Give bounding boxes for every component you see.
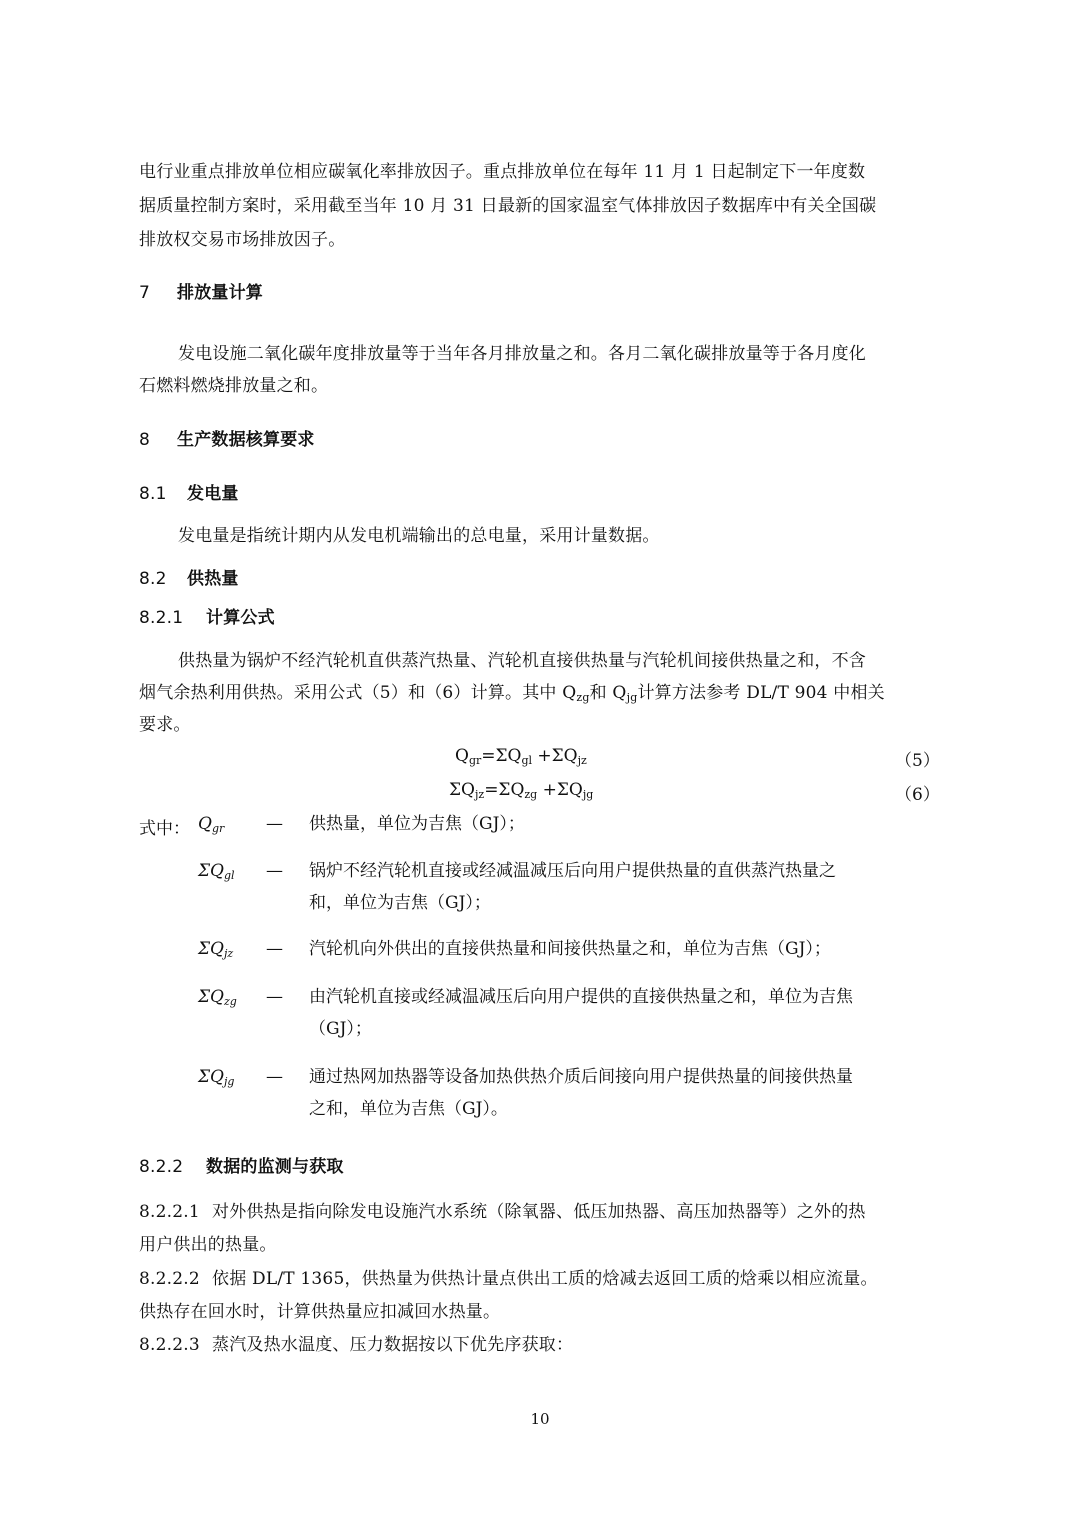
definition-text: （GJ）； bbox=[309, 1019, 372, 1039]
subscript: jg bbox=[582, 788, 594, 801]
paragraph-line: 石燃料燃烧排放量之和。 bbox=[139, 376, 329, 396]
subscript: gr bbox=[468, 754, 482, 767]
definition-dash: — bbox=[266, 939, 283, 959]
formula-term: =ΣQ bbox=[484, 780, 525, 800]
page-number: 10 bbox=[530, 1410, 550, 1428]
clause-text: 依据 DL/T 1365，供热量为供热计量点供出工质的焓减去返回工质的焓乘以相应流量。 bbox=[212, 1269, 878, 1289]
clause-number: 8.2.2.1 bbox=[139, 1202, 200, 1222]
section-heading bbox=[139, 424, 941, 456]
definitions-lead: 式中： bbox=[139, 819, 190, 839]
subscript: jg bbox=[223, 1075, 235, 1088]
formula-5 bbox=[455, 746, 587, 767]
text-run: 烟气余热利用供热。采用公式（5）和（6）计算。其中 Q bbox=[139, 683, 577, 703]
subscript: jz bbox=[474, 788, 485, 801]
definition-symbol bbox=[198, 1067, 234, 1088]
section-number: 8.2.2 bbox=[139, 1157, 184, 1177]
text-run: 计算方法参考 DL/T 904 中相关 bbox=[637, 683, 885, 703]
clause-number: 8.2.2.3 bbox=[139, 1335, 200, 1355]
paragraph-line: 电行业重点排放单位相应碳氧化率排放因子。重点排放单位在每年 11 月 1 日起制定下一年度数 bbox=[139, 162, 866, 182]
symbol-text: ΣQ bbox=[198, 861, 224, 881]
paragraph-line: 发电量是指统计期内从发电机端输出的总电量，采用计量数据。 bbox=[178, 526, 660, 546]
clause-text: 对外供热是指向除发电设施汽水系统（除氧器、低压加热器、高压加热器等）之外的热 bbox=[212, 1202, 866, 1222]
section-number: 8.2.1 bbox=[139, 608, 184, 628]
definition-dash: — bbox=[266, 987, 283, 1007]
section-number: 8.2 bbox=[139, 569, 167, 589]
definition-text: 通过热网加热器等设备加热供热介质后间接向用户提供热量的间接供热量 bbox=[309, 1067, 853, 1087]
definition-dash: — bbox=[266, 814, 283, 834]
formula-term: +ΣQ bbox=[532, 746, 578, 766]
subsection-heading bbox=[139, 478, 941, 510]
subsection-heading bbox=[139, 563, 941, 595]
paragraph-line: 发电设施二氧化碳年度排放量等于当年各月排放量之和。各月二氧化碳排放量等于各月度化 bbox=[178, 344, 866, 364]
section-number: 7 bbox=[139, 283, 151, 303]
subscript: gl bbox=[521, 754, 533, 767]
subscript: gr bbox=[211, 822, 225, 835]
paragraph-line: 要求。 bbox=[139, 715, 191, 735]
subscript: jg bbox=[626, 691, 638, 704]
subscript: jz bbox=[577, 754, 587, 767]
paragraph-line: 据质量控制方案时，采用截至当年 10 月 31 日最新的国家温室气体排放因子数据库中有关全国碳 bbox=[139, 196, 877, 216]
definition-text: 由汽轮机直接或经减温减压后向用户提供的直接供热量之和，单位为吉焦 bbox=[309, 987, 853, 1007]
subscript: zg bbox=[223, 995, 237, 1008]
clause-line: 用户供出的热量。 bbox=[139, 1235, 277, 1255]
subscript: gl bbox=[223, 869, 235, 882]
section-title: 数据的监测与获取 bbox=[206, 1157, 344, 1177]
section-title: 计算公式 bbox=[206, 608, 275, 628]
section-number: 8.1 bbox=[139, 484, 167, 504]
subscript: jz bbox=[223, 947, 234, 960]
equation-number: （6） bbox=[895, 785, 940, 805]
clause-line bbox=[139, 1196, 941, 1228]
symbol-text: ΣQ bbox=[198, 987, 224, 1007]
formula-6 bbox=[449, 780, 593, 801]
section-title: 供热量 bbox=[187, 569, 239, 589]
formula-term: ΣQ bbox=[449, 780, 475, 800]
definition-text: 汽轮机向外供出的直接供热量和间接供热量之和，单位为吉焦（GJ）； bbox=[309, 939, 831, 959]
definition-symbol bbox=[198, 939, 233, 960]
clause-text: 蒸汽及热水温度、压力数据按以下优先序获取： bbox=[212, 1335, 574, 1355]
definition-text: 锅炉不经汽轮机直接或经减温减压后向用户提供热量的直供蒸汽热量之 bbox=[309, 861, 836, 881]
subscript: zg bbox=[576, 691, 590, 704]
equation-number: （5） bbox=[895, 751, 940, 771]
definition-symbol bbox=[198, 814, 224, 835]
subscript: zg bbox=[524, 788, 538, 801]
symbol-text: ΣQ bbox=[198, 939, 224, 959]
section-heading bbox=[139, 277, 941, 309]
definition-text: 之和，单位为吉焦（GJ）。 bbox=[309, 1099, 508, 1119]
paragraph-line: 排放权交易市场排放因子。 bbox=[139, 230, 346, 250]
clause-line: 供热存在回水时，计算供热量应扣减回水热量。 bbox=[139, 1302, 501, 1322]
definition-dash: — bbox=[266, 861, 283, 881]
symbol-text: ΣQ bbox=[198, 1067, 224, 1087]
definition-dash: — bbox=[266, 1067, 283, 1087]
clause-line bbox=[139, 1263, 941, 1295]
paragraph-line: 供热量为锅炉不经汽轮机直供蒸汽热量、汽轮机直接供热量与汽轮机间接供热量之和，不含 bbox=[178, 651, 866, 671]
text-run: 和 Q bbox=[589, 683, 627, 703]
section-title: 发电量 bbox=[187, 484, 239, 504]
symbol-text: Q bbox=[198, 814, 212, 834]
subsection-heading bbox=[139, 602, 941, 634]
definition-symbol bbox=[198, 861, 235, 882]
clause-number: 8.2.2.2 bbox=[139, 1269, 200, 1289]
clause-line bbox=[139, 1329, 941, 1361]
formula-term: =ΣQ bbox=[481, 746, 522, 766]
section-title: 生产数据核算要求 bbox=[177, 430, 315, 450]
section-title: 排放量计算 bbox=[177, 283, 263, 303]
section-number: 8 bbox=[139, 430, 151, 450]
subsection-heading bbox=[139, 1151, 941, 1183]
formula-term: Q bbox=[455, 746, 469, 766]
definition-text: 供热量，单位为吉焦（GJ）； bbox=[309, 814, 525, 834]
formula-term: +ΣQ bbox=[537, 780, 583, 800]
definition-symbol bbox=[198, 987, 237, 1008]
definition-text: 和，单位为吉焦（GJ）； bbox=[309, 893, 491, 913]
